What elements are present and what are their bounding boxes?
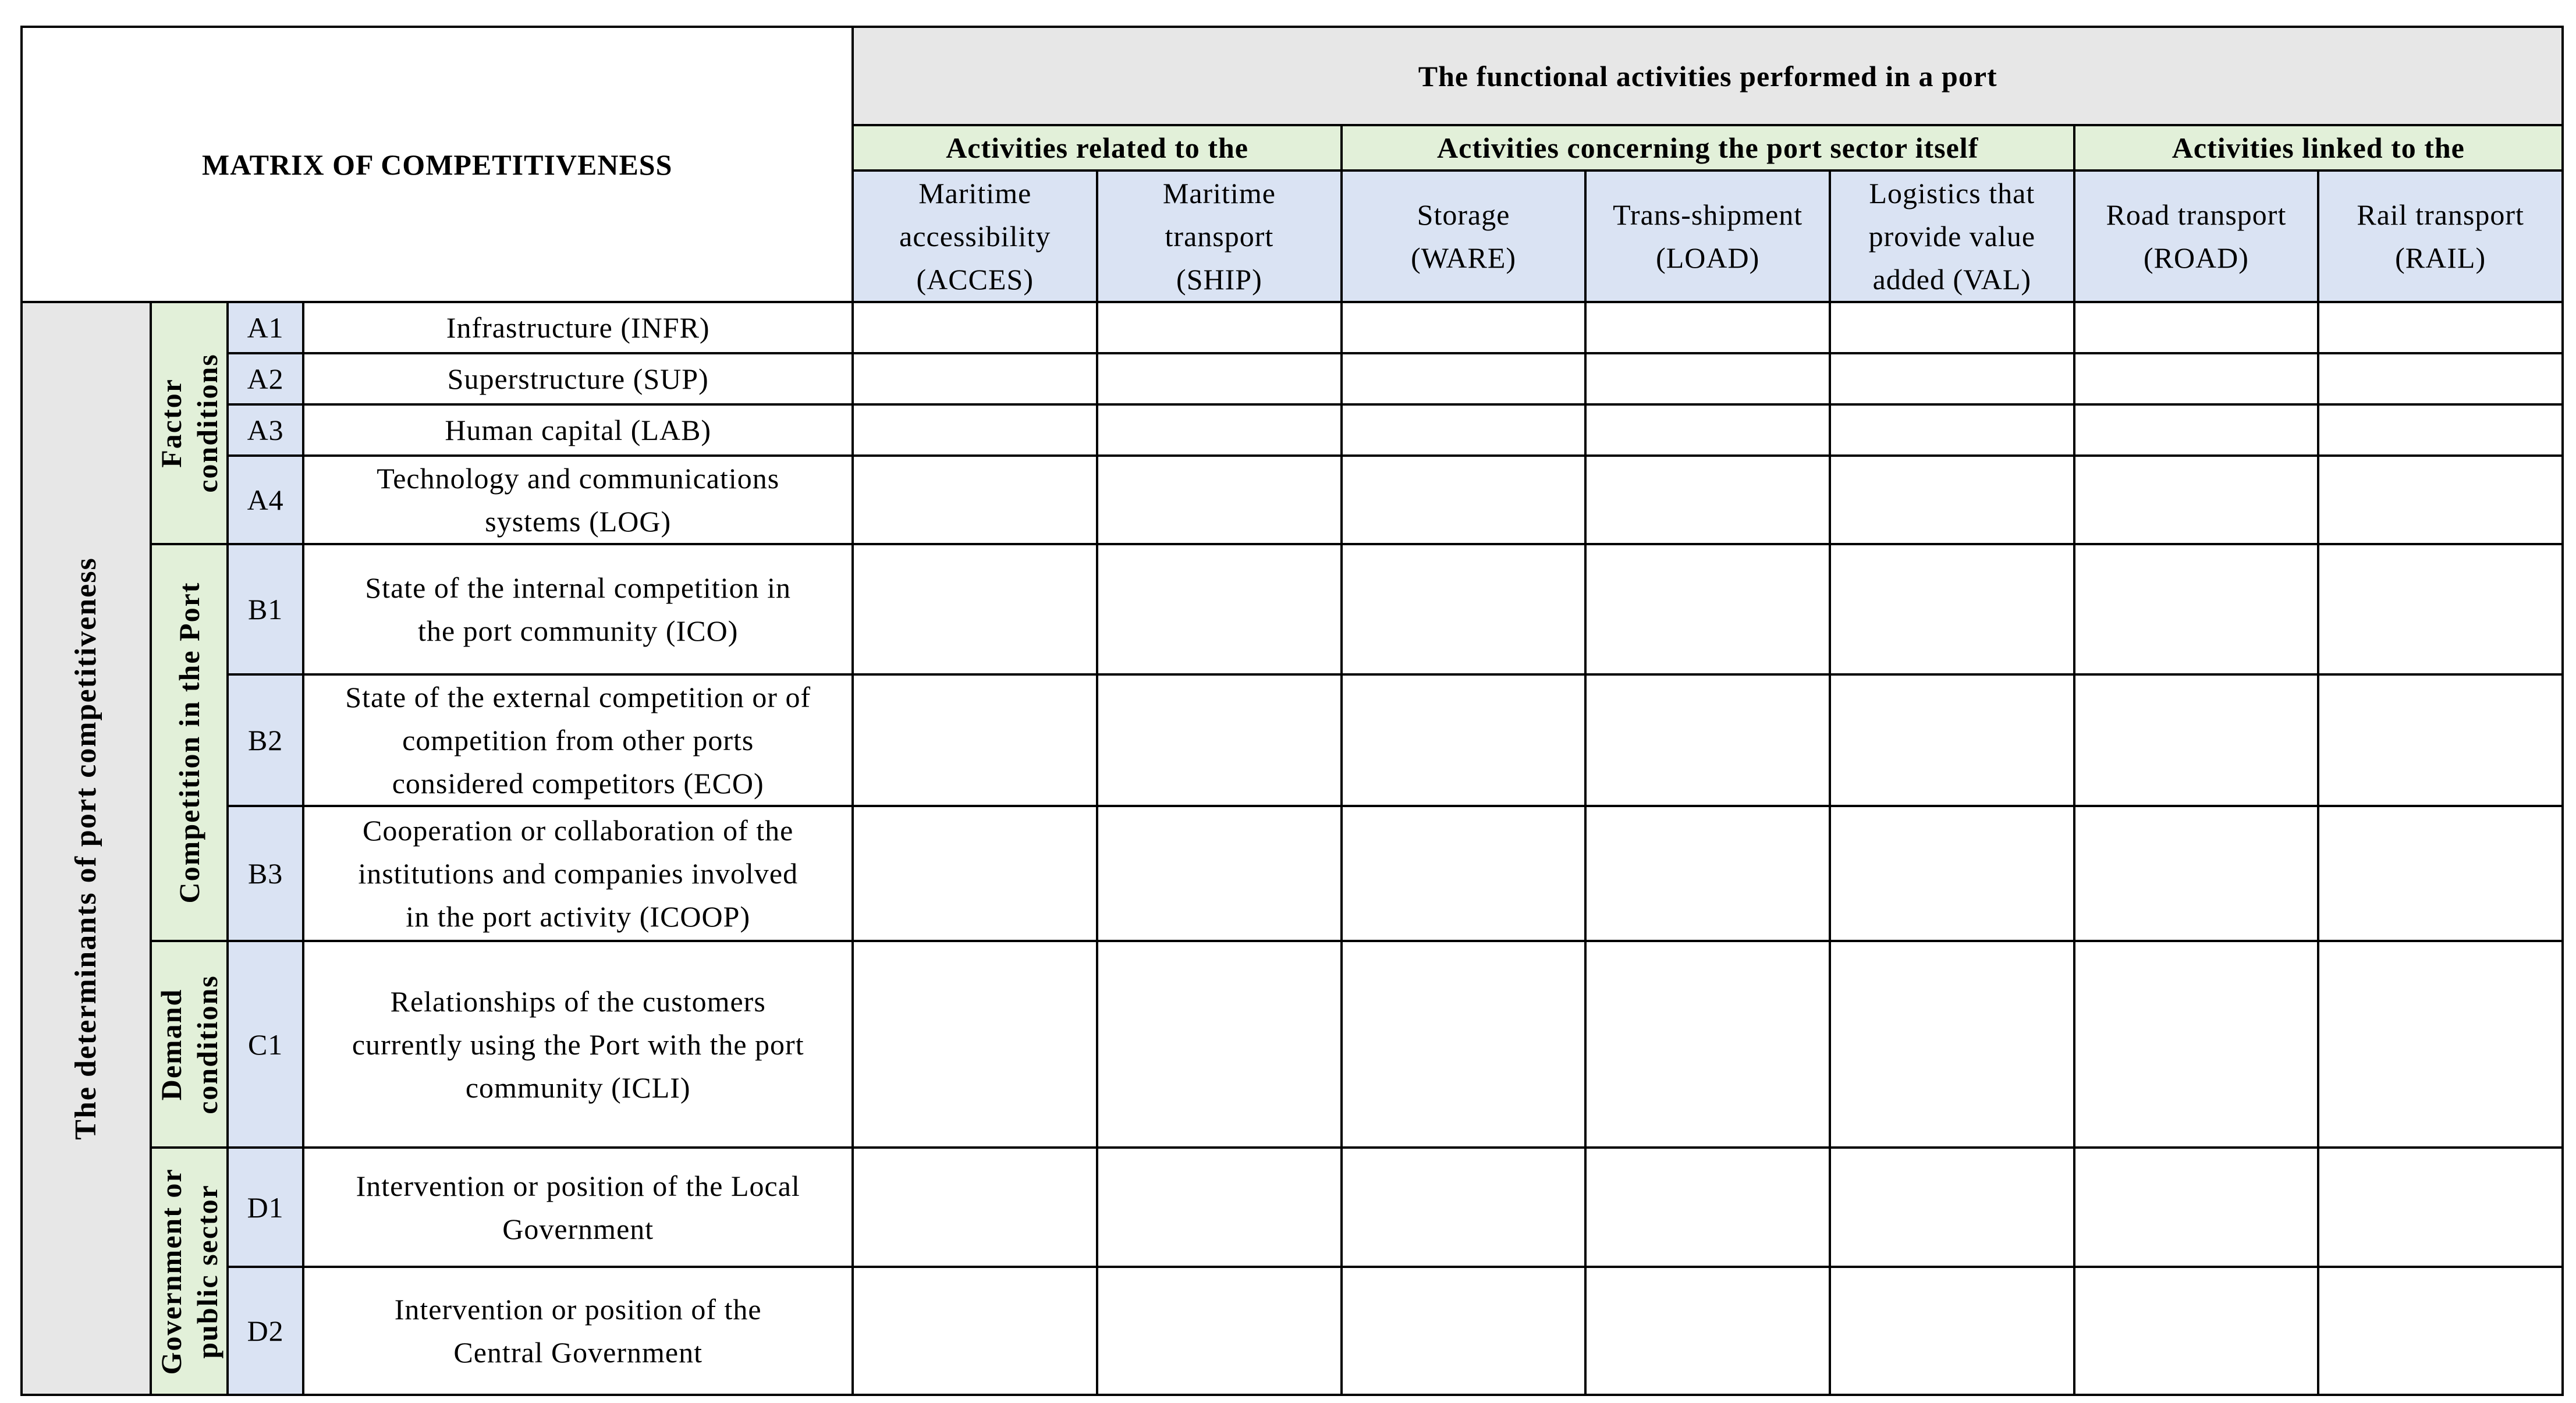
matrix-cell[interactable] xyxy=(2074,353,2319,404)
row-code: A3 xyxy=(228,404,303,456)
column-header-line: (WARE) xyxy=(1411,241,1517,274)
matrix-title: MATRIX OF COMPETITIVENESS xyxy=(22,27,853,302)
matrix-cell[interactable] xyxy=(853,353,1097,404)
table-row xyxy=(22,1148,2563,1267)
column-header-line: Logistics that xyxy=(1869,177,2035,209)
column-header-line: Maritime xyxy=(1162,177,1276,209)
row-label: Technology and communications systems (LOG) xyxy=(303,456,853,544)
matrix-cell[interactable] xyxy=(2318,353,2563,404)
column-header-val xyxy=(1830,171,2074,302)
matrix-cell[interactable] xyxy=(1097,404,1342,456)
column-header-line: Rail transport xyxy=(2357,198,2524,231)
row-label: Relationships of the customers currently using the Port with the port community (ICLI) xyxy=(303,941,853,1148)
matrix-cell[interactable] xyxy=(1097,544,1342,674)
matrix-cell[interactable] xyxy=(853,806,1097,941)
table-row xyxy=(22,806,2563,941)
matrix-cell[interactable] xyxy=(1830,1148,2074,1267)
row-label: State of the external competition or of competition from other ports considered competitors (ECO) xyxy=(303,674,853,806)
matrix-cell[interactable] xyxy=(1097,456,1342,544)
matrix-cell[interactable] xyxy=(2318,1148,2563,1267)
matrix-cell[interactable] xyxy=(2074,674,2319,806)
group-header-maritime: Activities related to the xyxy=(853,125,1341,171)
column-header-load xyxy=(1585,171,1830,302)
row-label: Superstructure (SUP) xyxy=(303,353,853,404)
column-header-line: Storage xyxy=(1417,198,1510,231)
matrix-cell[interactable] xyxy=(1830,806,2074,941)
matrix-cell[interactable] xyxy=(2074,1148,2319,1267)
row-code: B2 xyxy=(228,674,303,806)
group-government-or-public-sector: Government or public sector xyxy=(151,1148,228,1395)
matrix-cell[interactable] xyxy=(1585,806,1830,941)
table-row xyxy=(22,456,2563,544)
matrix-cell[interactable] xyxy=(853,674,1097,806)
matrix-cell[interactable] xyxy=(2318,674,2563,806)
matrix-cell[interactable] xyxy=(1830,353,2074,404)
matrix-cell[interactable] xyxy=(2318,456,2563,544)
table-row xyxy=(22,404,2563,456)
matrix-cell[interactable] xyxy=(1830,544,2074,674)
matrix-cell[interactable] xyxy=(2318,941,2563,1148)
matrix-cell[interactable] xyxy=(2318,1267,2563,1395)
table-row xyxy=(22,941,2563,1148)
matrix-cell[interactable] xyxy=(1097,674,1342,806)
column-header-ware xyxy=(1342,171,1586,302)
matrix-cell[interactable] xyxy=(2318,404,2563,456)
column-header-ship xyxy=(1097,171,1342,302)
column-header-line: Maritime xyxy=(918,177,1032,209)
row-code: B1 xyxy=(228,544,303,674)
matrix-cell[interactable] xyxy=(1585,1148,1830,1267)
matrix-cell[interactable] xyxy=(2074,941,2319,1148)
row-label: Human capital (LAB) xyxy=(303,404,853,456)
row-label: Intervention or position of the Local Government xyxy=(303,1148,853,1267)
matrix-cell[interactable] xyxy=(853,302,1097,353)
column-header-line: transport xyxy=(1165,220,1274,253)
row-code: B3 xyxy=(228,806,303,941)
column-header-line: accessibility xyxy=(899,220,1051,253)
column-header-line: (ROAD) xyxy=(2143,241,2249,274)
row-code: A4 xyxy=(228,456,303,544)
matrix-cell[interactable] xyxy=(1097,806,1342,941)
table-row xyxy=(22,1267,2563,1395)
matrix-cell[interactable] xyxy=(1830,404,2074,456)
group-factor-conditions: Factor conditions xyxy=(151,302,228,544)
matrix-cell[interactable] xyxy=(1342,544,1586,674)
functional-activities-header: The functional activities performed in a port xyxy=(853,27,2563,125)
matrix-cell[interactable] xyxy=(1585,1267,1830,1395)
matrix-cell[interactable] xyxy=(1585,353,1830,404)
row-label: Intervention or position of the Central Government xyxy=(303,1267,853,1395)
matrix-cell[interactable] xyxy=(1342,404,1586,456)
column-header-line: (RAIL) xyxy=(2395,241,2486,274)
matrix-cell[interactable] xyxy=(1585,544,1830,674)
matrix-cell[interactable] xyxy=(1097,302,1342,353)
column-header-line: (SHIP) xyxy=(1176,263,1262,296)
matrix-cell[interactable] xyxy=(1097,1267,1342,1395)
column-header-line: (ACCES) xyxy=(916,263,1034,296)
group-header-port-sector: Activities concerning the port sector itself xyxy=(1342,125,2074,171)
column-header-road xyxy=(2074,171,2319,302)
matrix-cell[interactable] xyxy=(1342,674,1586,806)
matrix-cell[interactable] xyxy=(1585,302,1830,353)
matrix-cell[interactable] xyxy=(1585,404,1830,456)
matrix-cell[interactable] xyxy=(853,1148,1097,1267)
matrix-cell[interactable] xyxy=(853,941,1097,1148)
matrix-cell[interactable] xyxy=(1097,941,1342,1148)
matrix-cell[interactable] xyxy=(2318,302,2563,353)
matrix-cell[interactable] xyxy=(1830,302,2074,353)
matrix-cell[interactable] xyxy=(1830,674,2074,806)
matrix-cell[interactable] xyxy=(853,544,1097,674)
matrix-cell[interactable] xyxy=(1342,353,1586,404)
column-header-line: Trans-shipment xyxy=(1613,198,1803,231)
matrix-cell[interactable] xyxy=(1585,941,1830,1148)
row-label: Cooperation or collaboration of the institutions and companies involved in the port activity (ICOOP) xyxy=(303,806,853,941)
column-header-line: provide value xyxy=(1868,220,2036,253)
matrix-cell[interactable] xyxy=(1342,302,1586,353)
matrix-cell[interactable] xyxy=(1342,1267,1586,1395)
row-label: Infrastructure (INFR) xyxy=(303,302,853,353)
matrix-cell[interactable] xyxy=(1830,456,2074,544)
column-header-acces xyxy=(853,171,1097,302)
group-competition-in-the-port: Competition in the Port xyxy=(151,544,228,941)
matrix-cell[interactable] xyxy=(853,404,1097,456)
matrix-cell[interactable] xyxy=(1830,1267,2074,1395)
matrix-cell[interactable] xyxy=(1585,456,1830,544)
column-header-rail xyxy=(2318,171,2563,302)
matrix-cell[interactable] xyxy=(853,1267,1097,1395)
table-row xyxy=(22,353,2563,404)
matrix-cell[interactable] xyxy=(2318,544,2563,674)
matrix-cell[interactable] xyxy=(1585,674,1830,806)
row-code: C1 xyxy=(228,941,303,1148)
matrix-cell[interactable] xyxy=(2074,404,2319,456)
matrix-cell[interactable] xyxy=(2074,302,2319,353)
matrix-cell[interactable] xyxy=(2074,806,2319,941)
row-code: D2 xyxy=(228,1267,303,1395)
header-row-main xyxy=(22,27,2563,125)
matrix-cell[interactable] xyxy=(2074,1267,2319,1395)
row-code: A2 xyxy=(228,353,303,404)
matrix-cell[interactable] xyxy=(1830,941,2074,1148)
determinants-side-label: The determinants of port competitiveness xyxy=(22,302,151,1395)
column-header-line: Road transport xyxy=(2106,198,2287,231)
row-code: D1 xyxy=(228,1148,303,1267)
group-demand-conditions: Demand conditions xyxy=(151,941,228,1148)
matrix-cell[interactable] xyxy=(1342,806,1586,941)
table-row xyxy=(22,674,2563,806)
column-header-line: added (VAL) xyxy=(1872,263,2032,296)
matrix-cell[interactable] xyxy=(2318,806,2563,941)
matrix-cell[interactable] xyxy=(1097,353,1342,404)
matrix-cell[interactable] xyxy=(1342,1148,1586,1267)
column-header-line: (LOAD) xyxy=(1656,241,1760,274)
table-row xyxy=(22,302,2563,353)
row-label: State of the internal competition in the port community (ICO) xyxy=(303,544,853,674)
group-header-land: Activities linked to the xyxy=(2074,125,2563,171)
matrix-cell[interactable] xyxy=(1342,941,1586,1148)
matrix-cell[interactable] xyxy=(1097,1148,1342,1267)
table-row xyxy=(22,544,2563,674)
matrix-cell[interactable] xyxy=(2074,544,2319,674)
row-code: A1 xyxy=(228,302,303,353)
matrix-cell[interactable] xyxy=(2074,456,2319,544)
matrix-cell[interactable] xyxy=(1342,456,1586,544)
competitiveness-matrix xyxy=(20,26,2564,1396)
matrix-cell[interactable] xyxy=(853,456,1097,544)
